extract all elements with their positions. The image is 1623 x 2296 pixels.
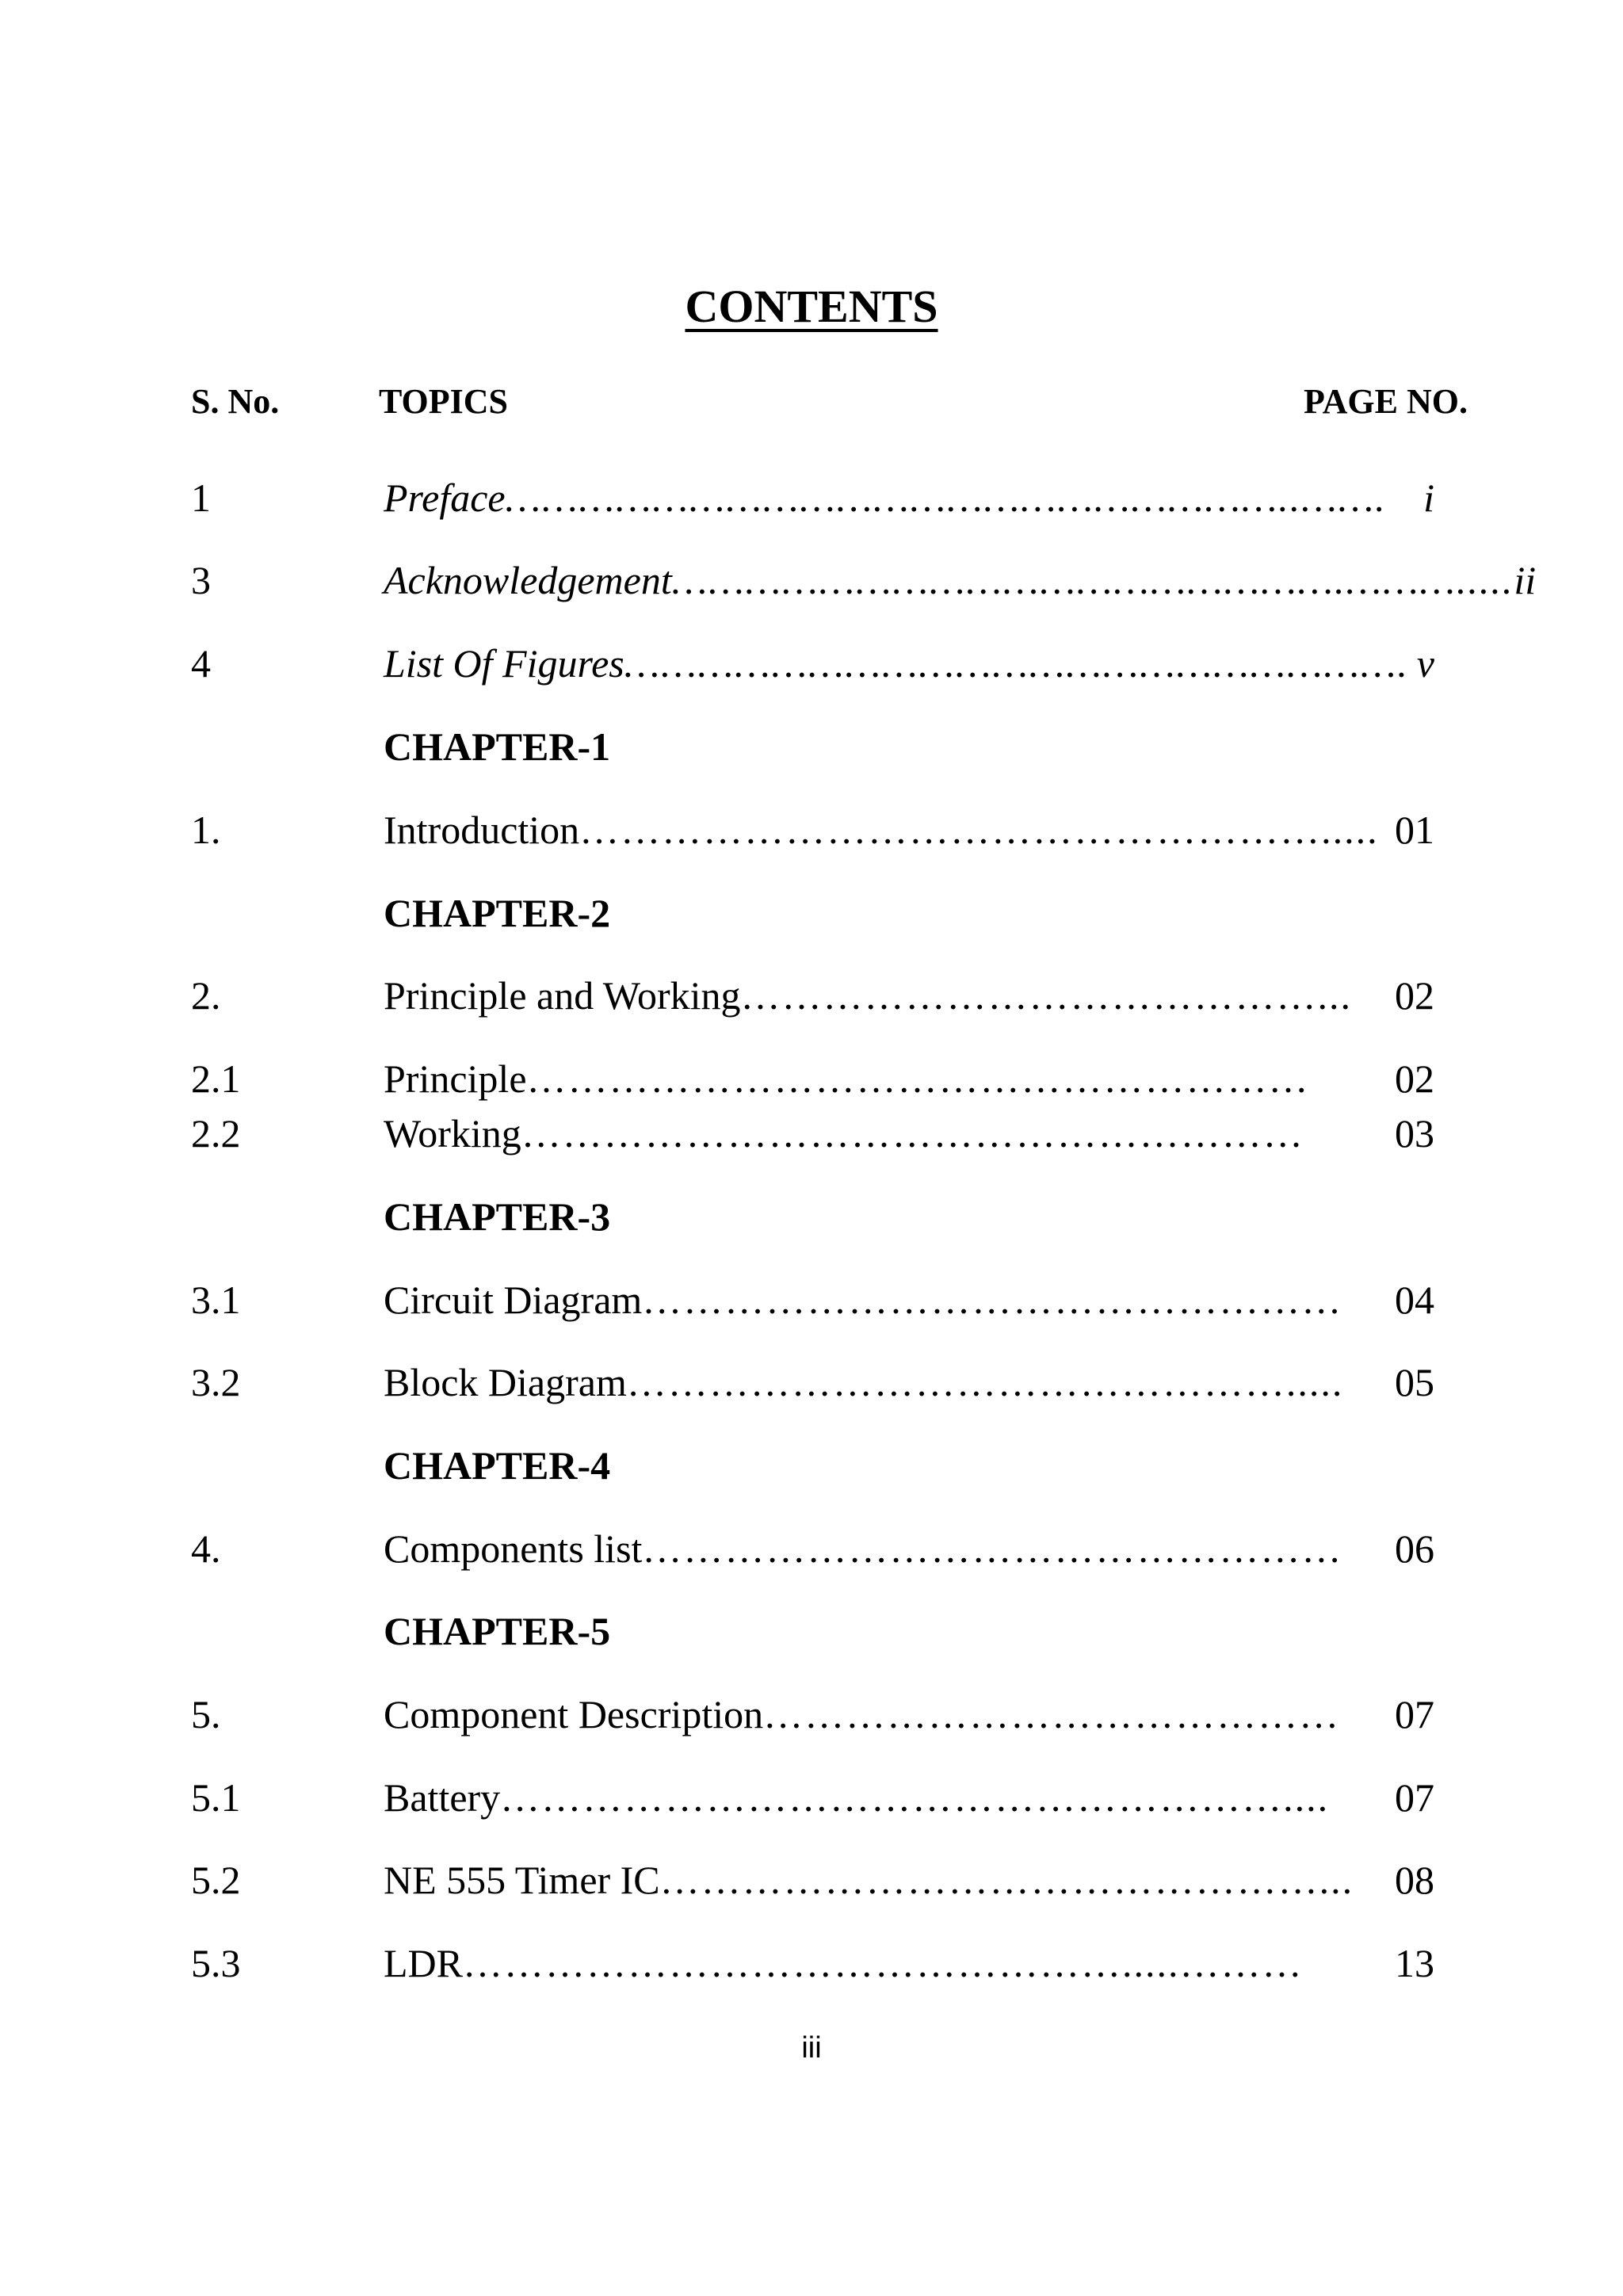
entry-page-number: v bbox=[1416, 641, 1434, 686]
dot-leader: ………………………………………….....……… bbox=[463, 1941, 1304, 1985]
entry-page-number: 06 bbox=[1395, 1526, 1434, 1571]
chapter-heading-row bbox=[0, 889, 1623, 937]
entry-serial-number: 4 bbox=[191, 641, 211, 686]
entry-line bbox=[384, 1358, 1434, 1406]
dot-leader: ………………………………………………… bbox=[526, 1056, 1310, 1101]
toc-entry-row bbox=[0, 1110, 1623, 1157]
entry-line bbox=[384, 1856, 1434, 1904]
entry-serial-number: 1. bbox=[191, 808, 221, 852]
toc-entry-row bbox=[0, 556, 1623, 604]
entry-serial-number: 5.3 bbox=[191, 1941, 241, 1985]
entry-line bbox=[384, 806, 1434, 854]
entry-topic: Acknowledgement bbox=[384, 558, 672, 602]
entry-page-number: 04 bbox=[1395, 1278, 1434, 1322]
entry-serial-number: 3 bbox=[191, 558, 211, 602]
entry-line bbox=[384, 640, 1434, 687]
entry-topic: NE 555 Timer IC bbox=[384, 1858, 660, 1902]
entry-line bbox=[384, 556, 1537, 604]
toc-entry-row bbox=[0, 1358, 1623, 1406]
page-number-header: PAGE NO. bbox=[1304, 382, 1468, 421]
page-footer-number: iii bbox=[801, 2031, 822, 2065]
entry-serial-number: 5.2 bbox=[191, 1858, 241, 1902]
dot-leader: …………………………………………… bbox=[642, 1278, 1343, 1322]
entry-serial-number: 3.1 bbox=[191, 1278, 241, 1322]
toc-entry-row bbox=[0, 1774, 1623, 1821]
dot-leader: ………………………………………………… bbox=[521, 1111, 1304, 1156]
dot-leader: …………………………………………..... bbox=[626, 1360, 1344, 1404]
entry-topic: Block Diagram bbox=[384, 1360, 627, 1404]
topics-header: TOPICS bbox=[379, 382, 509, 421]
toc-entry-row bbox=[0, 640, 1623, 687]
entry-page-number: 02 bbox=[1395, 1056, 1434, 1101]
toc-entry-row bbox=[0, 1856, 1623, 1904]
entry-line bbox=[384, 1525, 1434, 1572]
chapter-heading: CHAPTER-2 bbox=[384, 891, 611, 935]
entry-topic: List Of Figures bbox=[384, 641, 624, 686]
entry-serial-number: 3.2 bbox=[191, 1360, 241, 1404]
entry-line bbox=[384, 1774, 1434, 1821]
entry-topic: Working bbox=[384, 1111, 521, 1156]
toc-entry-row bbox=[0, 1276, 1623, 1324]
entry-topic: LDR bbox=[384, 1941, 463, 1985]
entry-line bbox=[384, 474, 1434, 521]
entry-page-number: 03 bbox=[1395, 1111, 1434, 1156]
chapter-heading-row bbox=[0, 723, 1623, 770]
entry-line bbox=[384, 1939, 1434, 1987]
toc-entry-row bbox=[0, 1525, 1623, 1572]
contents-title bbox=[0, 281, 1623, 332]
entry-topic: Principle bbox=[384, 1056, 527, 1101]
toc-entry-row bbox=[0, 972, 1623, 1019]
entry-line bbox=[384, 1055, 1434, 1102]
dot-leader: …………………………………………… bbox=[642, 1526, 1343, 1571]
entry-line bbox=[384, 1110, 1434, 1157]
dot-leader: …………………………………… bbox=[763, 1692, 1341, 1736]
dot-leader: ……………………………………………….………..... bbox=[671, 558, 1514, 602]
chapter-heading: CHAPTER-3 bbox=[384, 1194, 611, 1239]
entry-topic: Component Description bbox=[384, 1692, 764, 1736]
entry-topic: Circuit Diagram bbox=[384, 1278, 643, 1322]
toc-entry-row bbox=[0, 474, 1623, 521]
entry-serial-number: 1 bbox=[191, 476, 211, 520]
serial-number-header: S. No. bbox=[191, 382, 280, 421]
dot-leader: ……………………………………... bbox=[740, 973, 1353, 1018]
entry-serial-number: 5.1 bbox=[191, 1775, 241, 1820]
chapter-heading-row bbox=[0, 1607, 1623, 1655]
contents-title-text: CONTENTS bbox=[685, 281, 938, 332]
chapter-heading: CHAPTER-4 bbox=[384, 1443, 611, 1488]
chapter-heading: CHAPTER-1 bbox=[384, 724, 611, 769]
toc-entry-row bbox=[0, 1055, 1623, 1102]
entry-page-number: i bbox=[1423, 476, 1434, 520]
entry-page-number: ii bbox=[1514, 558, 1537, 602]
dot-leader: ………………………………………………………..……. bbox=[505, 476, 1387, 520]
entry-serial-number: 2. bbox=[191, 973, 221, 1018]
chapter-heading-row bbox=[0, 1442, 1623, 1489]
chapter-heading: CHAPTER-5 bbox=[384, 1609, 611, 1653]
entry-topic: Components list bbox=[384, 1526, 643, 1571]
entry-page-number: 08 bbox=[1395, 1858, 1434, 1902]
toc-entry-row bbox=[0, 1690, 1623, 1738]
toc-entry-row bbox=[0, 806, 1623, 854]
entry-page-number: 07 bbox=[1395, 1775, 1434, 1820]
entry-line bbox=[384, 972, 1434, 1019]
entry-topic: Preface bbox=[384, 476, 506, 520]
entry-page-number: 01 bbox=[1395, 808, 1434, 852]
entry-serial-number: 5. bbox=[191, 1692, 221, 1736]
entry-line bbox=[384, 1276, 1434, 1324]
entry-page-number: 13 bbox=[1395, 1941, 1434, 1985]
entry-page-number: 05 bbox=[1395, 1360, 1434, 1404]
toc-entry-row bbox=[0, 1939, 1623, 1987]
dot-leader: ………………………………………………….... bbox=[500, 1775, 1330, 1820]
entry-topic: Battery bbox=[384, 1775, 501, 1820]
entry-page-number: 07 bbox=[1395, 1692, 1434, 1736]
entry-serial-number: 4. bbox=[191, 1526, 221, 1571]
entry-serial-number: 2.2 bbox=[191, 1111, 241, 1156]
entry-serial-number: 2.1 bbox=[191, 1056, 241, 1101]
dot-leader: …………………………………………... bbox=[659, 1858, 1354, 1902]
entry-topic: Principle and Working bbox=[384, 973, 741, 1018]
entry-topic: Introduction bbox=[384, 808, 580, 852]
chapter-heading-row bbox=[0, 1193, 1623, 1240]
entry-page-number: 02 bbox=[1395, 973, 1434, 1018]
dot-leader: ………………………………………………………. bbox=[624, 641, 1409, 686]
entry-line bbox=[384, 1690, 1434, 1738]
dot-leader: ………………………………………………..... bbox=[579, 808, 1379, 852]
